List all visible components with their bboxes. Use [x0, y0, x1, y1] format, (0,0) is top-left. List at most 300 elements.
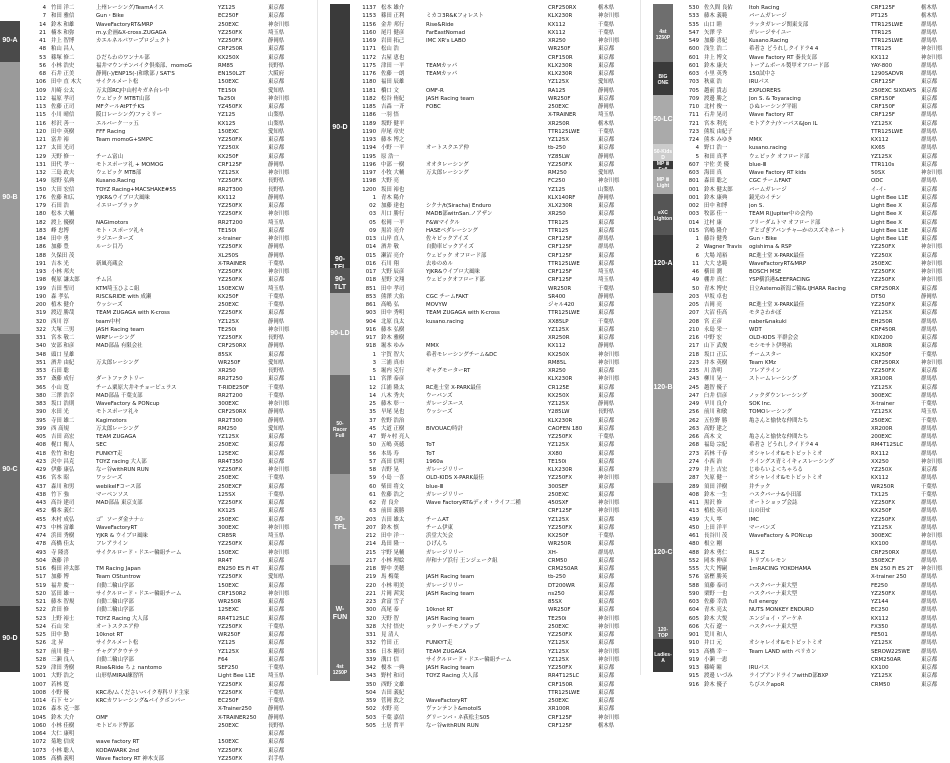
entry-bike: CRM50 [548, 557, 568, 564]
entry-row [350, 103, 627, 111]
entry-pref: 群馬県 [921, 541, 938, 548]
entry-row [673, 681, 950, 689]
entry-name: 三澤 浩幸 [51, 392, 75, 399]
entry-bike: CRF150F [871, 95, 895, 102]
entry-num: 711 [688, 112, 699, 119]
entry-team: MAD部品 有限会社 [96, 343, 143, 350]
entry-bike: KDX200 [871, 335, 893, 341]
entry-team: WaveFactory & PONcup [749, 533, 813, 539]
entry-row [20, 730, 297, 738]
category-label: Ladies-A [654, 651, 672, 664]
entry-bike: 250EXC [218, 475, 239, 482]
entry-name: 大野 浩之 [51, 673, 75, 680]
entry-row [350, 210, 627, 218]
entry-row [350, 582, 627, 590]
entry-pref: 千葉県 [921, 401, 938, 407]
entry-pref: 東京都 [598, 425, 615, 432]
entry-row [673, 648, 950, 656]
entry-name: 森本 克一郎 [51, 706, 80, 713]
entry-pref: 愛知県 [268, 128, 285, 135]
entry-pref: 群馬県 [598, 549, 615, 556]
entry-name: 若林 千春 [704, 450, 728, 457]
entry-pref: 愛知県 [598, 170, 615, 176]
entry-name: 野中 美穂 [381, 566, 405, 572]
entry-pref: 東京都 [268, 137, 285, 143]
entry-row [350, 524, 627, 532]
entry-name: 山下 武俊 [704, 343, 728, 350]
entry-pref: 東京都 [921, 665, 938, 671]
entry-row [673, 334, 950, 342]
entry-bike: XR100R [548, 706, 570, 713]
entry-name: 藤谷 健秀 [704, 236, 728, 242]
entry-num: 2 [695, 244, 699, 251]
entry-row [673, 227, 950, 235]
entry-row [20, 722, 297, 730]
entry-pref: 栃木県 [921, 5, 938, 11]
entry-team: 福井マウンテンバイク倶楽部、momoG [96, 62, 192, 69]
entry-bike: CRF250RX [218, 409, 247, 416]
entry-num: 203 [688, 293, 699, 300]
entry-bike: KX112 [871, 615, 889, 622]
entry-pref: 東京都 [598, 260, 615, 267]
entry-name: 永島 栄一 [704, 326, 728, 333]
entry-row [20, 755, 297, 763]
entry-row [673, 70, 950, 78]
entry-row [20, 747, 297, 755]
entry-num: 411 [688, 500, 699, 506]
entry-name: 高谷 建司 [51, 500, 75, 506]
entry-pref: 静岡県 [268, 343, 285, 350]
entry-name: 小島 一喜 [381, 475, 405, 482]
entry-pref: 東京都 [268, 739, 285, 746]
entry-num: 53 [39, 54, 46, 61]
entry-team: 山の田せ [749, 508, 771, 515]
entry-pref: 東京都 [598, 681, 615, 688]
entry-num: 339 [365, 656, 376, 663]
entry-pref: 静岡県 [598, 87, 615, 94]
entry-team: 自動二輪山学部 [96, 599, 134, 605]
entry-pref: 神奈川県 [268, 326, 290, 333]
entry-bike: YAY-800 [871, 62, 893, 69]
entry-row [673, 491, 950, 499]
entry-team: オートスクエア仲 [96, 623, 139, 630]
entry-num: 480 [688, 541, 699, 548]
entry-num: 279 [688, 467, 699, 473]
entry-team: ガレージサイユー [749, 29, 792, 36]
entry-row [20, 648, 297, 656]
entry-row [350, 243, 627, 251]
entry-bike: CRF125F [548, 722, 572, 729]
entry-pref: 東京都 [921, 153, 938, 160]
entry-rows [20, 4, 297, 763]
entry-name: 鈴木 勇仁 [704, 549, 728, 556]
entry-row [673, 120, 950, 128]
entry-pref: 神奈川県 [921, 46, 943, 53]
entry-pref: 群馬県 [921, 549, 938, 556]
entry-name: 野村 和司 [381, 673, 405, 680]
entry-num: 50 [369, 442, 376, 449]
entry-bike: X-TRAINER [218, 260, 247, 267]
entry-row [673, 507, 950, 515]
entry-num: 190 [35, 293, 46, 300]
entry-pref: 群馬県 [921, 178, 938, 185]
entry-name: 鈴木 一生 [704, 491, 728, 498]
entry-pref: 千葉県 [921, 483, 938, 490]
entry-team: SEC [96, 442, 107, 449]
entry-row [350, 648, 627, 656]
entry-name: 宮本 利光 [704, 120, 728, 127]
entry-team: チームAT [426, 516, 449, 523]
entry-team: チーム粟原大井キチョーピュラス [96, 384, 177, 391]
entry-bike: TTR125 [548, 227, 569, 234]
entry-team: blue-Ⅲ [749, 161, 767, 168]
entry-bike: 250EXC SIXDAYS [871, 87, 917, 94]
entry-name: 斎藤 洋 [51, 557, 69, 564]
entry-team: ずとゴ゙ぎアバンチャ―かのスズキネート [749, 227, 846, 234]
entry-row [350, 606, 627, 614]
entry-team: チャグアクウテラ [96, 648, 139, 655]
entry-team: WaveFactoryRT&MRP [96, 21, 153, 28]
entry-row [673, 458, 950, 466]
entry-pref: 神奈川県 [268, 549, 290, 556]
entry-row [20, 54, 297, 62]
entry-row [20, 441, 297, 449]
entry-column-2 [330, 0, 627, 729]
entry-pref: 神奈川県 [921, 458, 943, 465]
entry-bike: 85SX [218, 351, 232, 358]
entry-pref: 東京都 [268, 632, 285, 638]
entry-bike: 250EXC [871, 260, 892, 267]
entry-team: マーバンズ [749, 524, 776, 531]
entry-bike: YZ250FX [218, 29, 243, 36]
entry-num: 200 [35, 302, 46, 308]
entry-row [673, 169, 950, 177]
entry-pref: 千葉県 [268, 689, 285, 696]
entry-row [20, 491, 297, 499]
entry-pref: 千葉県 [921, 417, 938, 424]
entry-bike: TTR125 [548, 219, 569, 226]
entry-team: エルバーク一ッ五 [96, 120, 139, 127]
entry-row [350, 375, 627, 383]
entry-team: naber&nakuki [749, 318, 787, 325]
entry-row [20, 408, 297, 416]
entry-pref: 群馬県 [921, 516, 938, 523]
entry-row [20, 186, 297, 194]
entry-bike: TE150i [218, 87, 237, 94]
entry-pref: 埼玉県 [268, 285, 285, 292]
entry-name: 青木 陽介 [381, 194, 405, 201]
entry-team: モトスポーツ礼々 [96, 409, 139, 416]
entry-row [673, 235, 950, 243]
entry-num: 50 [692, 285, 699, 292]
entry-row [350, 664, 627, 672]
entry-bike: TTR125 [871, 46, 892, 53]
entry-name: 橋本 義仁 [51, 508, 75, 515]
entry-pref: 東京都 [921, 285, 938, 292]
entry-name: 田代 孝一 [51, 161, 75, 168]
entry-pref: 東京都 [268, 615, 285, 622]
entry-bike: YZ125X [218, 434, 239, 440]
entry-bike: Ta250i [218, 95, 236, 102]
entry-row [673, 326, 950, 334]
entry-name: 片岡 茜実 [381, 590, 405, 597]
entry-team: Kagimotors [96, 417, 127, 424]
entry-team: ハスクバーナ&小田部 [749, 491, 802, 498]
entry-row [673, 433, 950, 441]
entry-team: YJKR&ウイブロ大風味 [426, 269, 480, 275]
entry-num: 150 [35, 186, 46, 193]
entry-team: YSP横浜港&EEFRACING [749, 277, 810, 284]
entry-name: 峰 忠博 [51, 227, 69, 234]
entry-name: 冨田 雄一 [51, 590, 75, 597]
entry-name: 宮嶋 隆介 [704, 227, 728, 234]
entry-bike: 300EXC [218, 524, 239, 531]
entry-row [20, 540, 297, 548]
category-label: MP Ⅲ [656, 160, 670, 167]
entry-pref: 東京都 [268, 640, 285, 647]
entry-num: 527 [35, 648, 46, 655]
entry-name: 津田 一平 [381, 62, 405, 69]
entry-num: 188 [35, 252, 46, 259]
entry-team: OMF-R [426, 87, 444, 94]
entry-pref: 東京都 [598, 46, 615, 53]
entry-pref: 東京都 [921, 203, 938, 209]
entry-row [20, 293, 297, 301]
entry-team: ウェビック MTBT山部 [96, 95, 150, 102]
entry-team: TEAM ZUGAGA with K-cross [426, 310, 500, 317]
entry-name: 太田 光司 [51, 145, 75, 152]
entry-team: ウェビック オフロード部 [749, 153, 810, 160]
entry-num: 013 [365, 236, 376, 242]
entry-row [20, 227, 297, 235]
entry-bike: 300EXC [871, 392, 892, 399]
entry-team: TEAM ZUGAGA [96, 434, 137, 440]
entry-team: なー谷withRUN RUN [426, 722, 479, 729]
entry-pref: 東京都 [598, 467, 615, 473]
entry-team: MADB部witnSan.ノアザン [426, 211, 493, 218]
entry-pref: 神奈川県 [921, 54, 943, 61]
entry-name: 篠田 正利 [381, 13, 405, 20]
entry-num: 524 [35, 623, 46, 630]
entry-num: 395 [35, 417, 46, 424]
entry-pref: 神奈川県 [598, 359, 620, 366]
entry-name: 尾月 健彦 [381, 29, 405, 36]
entry-num: 223 [688, 359, 699, 366]
entry-name: 江浦 隆太 [381, 384, 405, 391]
entry-row [350, 466, 627, 474]
entry-num: 4 [42, 5, 46, 11]
entry-num: 547 [688, 29, 699, 36]
entry-pref: 神奈川県 [921, 277, 943, 284]
entry-name: 宮澤 泰彦 [381, 376, 405, 383]
entry-name: 本馬 寿 [381, 450, 399, 457]
entry-pref: 東京都 [598, 442, 615, 449]
entry-row [673, 540, 950, 548]
entry-num: 1171 [362, 46, 376, 53]
entry-team: トリプルレモン [749, 557, 787, 564]
entry-row [673, 268, 950, 276]
entry-bike: YZ125X [871, 640, 892, 647]
entry-num: 5 [695, 153, 699, 160]
entry-name: 松本 大輔 [51, 211, 75, 218]
entry-row [20, 458, 297, 466]
entry-num: 7 [42, 13, 46, 20]
entry-row [20, 334, 297, 342]
entry-name: 井口 元 [704, 640, 722, 647]
entry-num: 910 [688, 640, 699, 647]
entry-bike: ジャル420 [548, 302, 575, 308]
entry-name: 吉田 聖司 [51, 285, 75, 292]
entry-pref: 山梨県 [268, 112, 285, 119]
entry-row [20, 70, 297, 78]
entry-bike: PT125 [871, 13, 888, 20]
category-label: BIG ONE [657, 74, 669, 87]
entry-bike: EN250 ES Fi 4T [218, 566, 259, 572]
entry-row [673, 631, 950, 639]
entry-row [673, 62, 950, 70]
entry-team: Gun・Bike [96, 13, 124, 20]
entry-num: 408 [688, 491, 699, 498]
entry-bike: KX112 [871, 137, 889, 143]
entry-num: 1169 [362, 38, 376, 44]
entry-name: 小牧 大輔 [381, 170, 405, 176]
entry-name: 橋口 文 [381, 87, 399, 94]
entry-pref: 千葉県 [268, 260, 285, 267]
entry-pref: 東京都 [268, 46, 285, 53]
entry-bike: F64 [218, 656, 228, 663]
entry-name: 辻村 康 [704, 219, 722, 226]
entry-pref: 東京都 [598, 368, 615, 374]
entry-name: 竹田 洋二 [51, 5, 75, 11]
entry-team: RLS Z [749, 549, 765, 556]
entry-name: 高尾 泰 [381, 607, 399, 614]
entry-row [20, 639, 297, 647]
entry-bike: 250EXC [218, 722, 239, 729]
category-label: 90- [334, 255, 346, 263]
entry-name: 加藤 達也 [381, 203, 405, 209]
entry-pref: 東京都 [598, 219, 615, 226]
entry-pref: 群馬県 [921, 318, 938, 325]
entry-row [673, 384, 950, 392]
entry-num: 56 [39, 62, 46, 69]
entry-row [20, 252, 297, 260]
entry-pref: 群馬県 [921, 29, 938, 36]
entry-name: 渡邊 勝之 [704, 95, 728, 102]
entry-bike: 150EXC [218, 739, 239, 746]
entry-row [350, 639, 627, 647]
entry-pref: 東京都 [598, 145, 615, 152]
entry-name: 五位野 勝 [704, 417, 728, 424]
column-divider [317, 0, 318, 675]
entry-row [20, 301, 297, 309]
entry-num: 351 [35, 359, 46, 366]
entry-num: 423 [35, 458, 46, 465]
entry-num: 535 [688, 21, 699, 28]
entry-num: 601 [688, 54, 699, 61]
entry-pref: 群馬県 [921, 434, 938, 440]
entry-pref: 神奈川県 [598, 714, 620, 721]
entry-bike: 85SX [548, 599, 562, 605]
entry-pref: 千葉県 [268, 293, 285, 300]
entry-name: 篠塚 修二 [51, 54, 75, 61]
entry-num: 015 [365, 252, 376, 259]
entry-name: 早尾 晃也 [381, 409, 405, 416]
entry-row [673, 408, 950, 416]
entry-team: ワッシーズ [96, 475, 123, 482]
entry-team: OLD-KIDS X-PARK最佳 [426, 475, 484, 482]
entry-name: 福田 辰雄 [381, 79, 405, 86]
entry-bike: CRM250AR [871, 656, 901, 663]
entry-pref: 東京都 [268, 516, 285, 523]
entry-row [350, 400, 627, 408]
entry-name: 石下 セン [51, 698, 75, 704]
entry-team: オオタレーシング [426, 161, 469, 168]
entry-num: 245 [688, 384, 699, 391]
entry-bike: 350EXCF [871, 557, 895, 564]
entry-row [20, 433, 297, 441]
entry-num: 60 [369, 483, 376, 490]
entry-team: KRCあ/ムくださいバイク専科リド主家 [96, 689, 190, 696]
entry-pref: 群馬県 [921, 475, 938, 482]
entry-pref: 東京都 [921, 95, 938, 102]
entry-name: 和田 真孝 [704, 153, 728, 160]
entry-team: モトスポーツ礼 + MOMOG [96, 161, 164, 168]
entry-name: 鈴木 優子 [704, 681, 728, 688]
entry-name: 大仁 康明 [51, 731, 75, 737]
entry-pref: 東京都 [598, 574, 615, 581]
entry-bike: CRF150F [871, 104, 895, 110]
entry-row [673, 639, 950, 647]
entry-bike: CRF125F [548, 244, 572, 251]
entry-num: 61 [369, 491, 376, 498]
entry-bike: XR250 [548, 38, 566, 44]
entry-name: 岩田 拓己 [381, 38, 405, 44]
entry-name: 楠本 和弥 [51, 29, 75, 36]
entry-pref: 群馬県 [921, 21, 938, 28]
entry-team: ガレージリリー [426, 582, 464, 589]
entry-num: 549 [688, 38, 699, 44]
entry-pref: 長野県 [268, 368, 285, 374]
entry-team: MAD部品 千葉支部 [96, 392, 143, 399]
entry-bike: X-Trainer250 [218, 706, 252, 713]
entry-bike: FC250 [548, 178, 566, 185]
entry-pref: 群馬県 [921, 425, 938, 432]
entry-team: ックリーチモノアップ [426, 623, 480, 630]
entry-bike: YZ125X [871, 524, 892, 531]
entry-num: 520 [35, 590, 46, 597]
entry-name: 大田 宏信 [51, 186, 75, 193]
entry-row [20, 318, 297, 326]
entry-row [673, 516, 950, 524]
entry-bike: XR250 [548, 368, 566, 374]
entry-pref: 東京都 [598, 54, 615, 61]
entry-row [673, 342, 950, 350]
entry-num: 350 [365, 681, 376, 688]
entry-bike: KX250F [218, 153, 239, 160]
entry-row [20, 375, 297, 383]
entry-name: 久保田 茂 [51, 252, 75, 259]
entry-name: 小西 治 [704, 458, 722, 465]
entry-team: ウェビック MTB部 [96, 170, 142, 176]
entry-num: 357 [35, 376, 46, 383]
entry-name: 田中 秀明 [381, 310, 405, 317]
entry-pref: 神奈川県 [268, 269, 290, 275]
entry-pref: 東京都 [598, 582, 615, 589]
entry-bike: YZ250FX [548, 475, 573, 482]
entry-num: 191 [35, 260, 46, 267]
entry-num: 1014 [32, 698, 46, 704]
entry-team: WDT [749, 326, 762, 333]
